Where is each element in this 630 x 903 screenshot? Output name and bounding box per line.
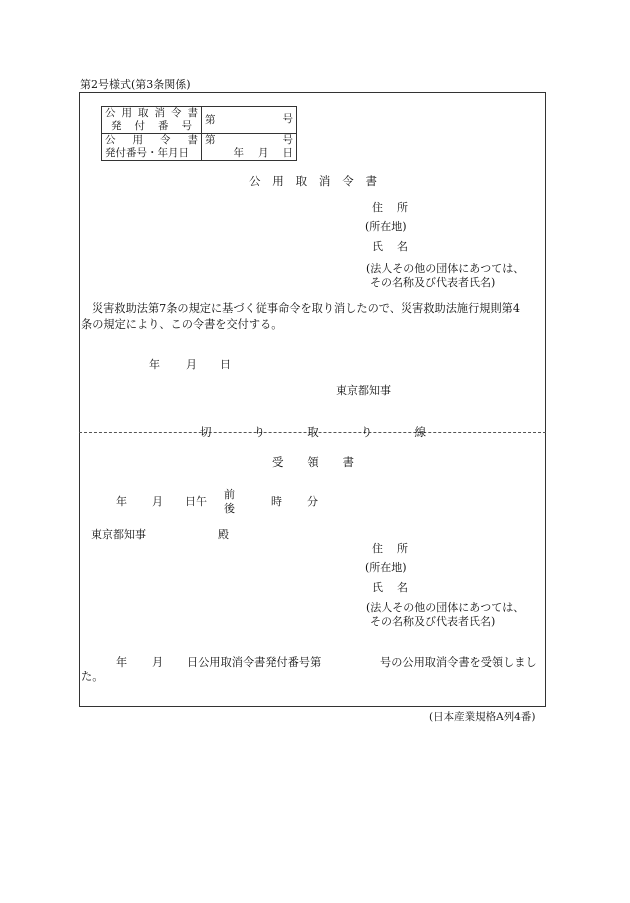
address-label-1: 住 所 (372, 201, 408, 214)
reference-number-table (101, 106, 297, 161)
location-label-1: (所在地) (365, 220, 407, 233)
corporate-note-2-line1: (法人その他の団体にあつては、 (366, 601, 525, 614)
issue-date-year: 年 (149, 358, 160, 371)
body-text-line2: 条の規定により、この令書を交付する。 (81, 318, 283, 331)
ref-row2-label: 公 用 令 書 発付番号・年月日 (102, 134, 202, 161)
ref-row1-label: 公 用 取 消 令 書 発 付 番 号 (102, 107, 202, 134)
corporate-note-2-line2: その名称及び代表者氏名) (370, 615, 496, 628)
addressee: 東京都知事 (91, 528, 146, 541)
form-title: 第2号様式(第3条関係) (80, 78, 191, 91)
receipt-month: 月 (152, 495, 163, 508)
name-label-2: 氏 名 (372, 581, 408, 594)
receipt-body-year: 年 (116, 656, 128, 669)
receipt-am: 前 (224, 488, 235, 501)
receipt-body-line2: た。 (81, 670, 104, 683)
corporate-note-1-line2: その名称及び代表者氏名) (370, 276, 496, 289)
receipt-year: 年 (116, 495, 127, 508)
receipt-title: 受 領 書 (272, 455, 354, 469)
receipt-body-number: 日公用取消令書発付番号第 (187, 656, 322, 669)
honorific: 殿 (218, 528, 229, 541)
location-label-2: (所在地) (365, 561, 407, 574)
order-title: 公 用 取 消 令 書 (249, 174, 377, 188)
receipt-pm: 後 (224, 502, 235, 515)
ref-row2-value: 第 号 年 月 日 (202, 134, 297, 161)
receipt-day-ampm: 日午 (185, 495, 207, 508)
issuer: 東京都知事 (336, 384, 391, 397)
issue-date-month: 月 (186, 358, 197, 371)
issue-date-day: 日 (220, 358, 231, 371)
receipt-hour: 時 (271, 495, 282, 508)
receipt-body-received: 号の公用取消令書を受領しまし (380, 656, 537, 669)
corporate-note-1-line1: (法人その他の団体にあつては、 (366, 262, 525, 275)
jis-size-note: (日本産業規格A列4番) (429, 711, 536, 723)
body-text-line1: 災害救助法第7条の規定に基づく従事命令を取り消したので、災害救助法施行規則第4 (92, 302, 520, 315)
address-label-2: 住 所 (372, 542, 408, 555)
receipt-body-month: 月 (152, 656, 164, 669)
ref-row1-value: 第 号 (202, 107, 297, 134)
name-label-1: 氏 名 (372, 240, 408, 253)
cut-line-label: 切 り 取 り 線 (200, 425, 426, 439)
receipt-minute: 分 (307, 495, 318, 508)
